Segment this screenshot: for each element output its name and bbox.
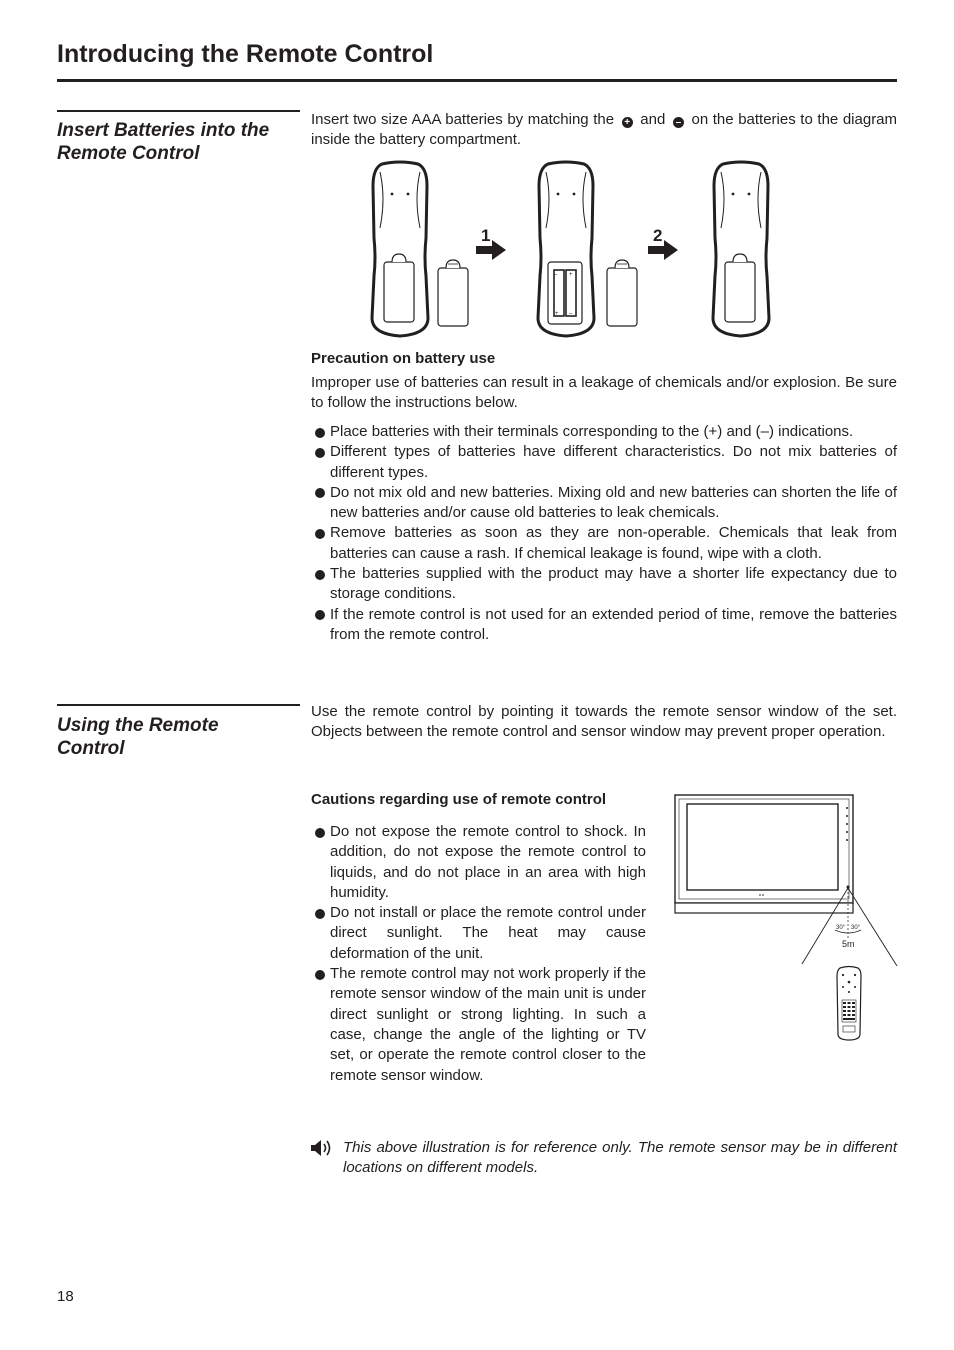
remote-back-step0 (372, 162, 428, 336)
list-item: Different types of batteries have different characteristics. Do not mix batteries of different types. (311, 442, 897, 483)
battery-intro-end: on the batteries to the diagram inside the battery compartment. (311, 111, 898, 149)
list-item: Place batteries with their terminals corresponding to the (+) and (–) indications. (311, 422, 897, 442)
list-item: Do not install or place the remote control under direct sunlight. The heat may cause deformation of the unit. (311, 903, 646, 964)
precaution-title: Precaution on battery use (311, 350, 496, 367)
page-title: Introducing the Remote Control (57, 40, 434, 68)
step-label-2: 2 (653, 226, 663, 245)
svg-text:+: + (555, 311, 559, 317)
list-item: Do not expose the remote control to shock. In addition, do not expose the remote control to liquids, and do not place in an area with high humidity. (311, 822, 646, 903)
svg-text:+: + (569, 272, 573, 278)
battery-insertion-illustration (360, 158, 780, 340)
plus-icon: + (622, 117, 633, 128)
precaution-intro: Improper use of batteries can result in a leakage of chemicals and/or explosion. Be sure to follow the instructions below. (311, 374, 897, 412)
section-heading-insert-batteries: Insert Batteries into the Remote Control (57, 120, 270, 164)
using-intro: Use the remote control by pointing it towards the remote sensor window of the set. Objects between the remote control and sensor window may prevent proper operation. (311, 703, 897, 741)
page-number: 18 (57, 1288, 74, 1305)
section-divider-batteries (57, 110, 300, 112)
battery-precautions-list (311, 422, 897, 645)
reference-note: This above illustration is for reference only. The remote sensor may be in different locations on different models. (343, 1139, 897, 1177)
distance-label: 5m (842, 939, 855, 949)
step-label-1: 1 (481, 226, 491, 245)
remote-front (837, 967, 861, 1041)
battery-intro (311, 110, 897, 151)
battery-intro-and: and (640, 111, 666, 128)
remote-back-step1 (538, 162, 594, 336)
tv-set (675, 795, 853, 913)
remote-back-step2 (713, 162, 769, 336)
tv-remote-range-illustration (670, 790, 904, 1046)
svg-text:–: – (554, 272, 558, 278)
remote-cautions-list (311, 822, 646, 1086)
list-item: Remove batteries as soon as they are non-operable. Chemicals that leak from batteries can cause a rash. If chemical leakage is found, wipe with a cloth. (311, 523, 897, 564)
section-heading-using-remote: Using the Remote Control (57, 715, 219, 759)
list-item: The batteries supplied with the product may have a shorter life expectancy due to storage conditions. (311, 564, 897, 605)
list-item: If the remote control is not used for an extended period of time, remove the batteries from the remote control. (311, 605, 897, 646)
angle-right-label: 30° (851, 925, 861, 931)
cautions-title: Cautions regarding use of remote control (311, 791, 607, 808)
angle-left-label: 30° (836, 925, 846, 931)
battery-intro-start: Insert two size AAA batteries by matching the (311, 111, 615, 128)
title-divider (57, 79, 897, 82)
battery-cover (438, 260, 468, 326)
battery-cover-step2 (607, 260, 637, 326)
speaker-icon (310, 1138, 334, 1158)
section-divider-using (57, 704, 300, 706)
svg-text:–: – (569, 311, 573, 317)
list-item: The remote control may not work properly if the remote sensor window of the main unit is under direct sunlight or strong lighting. In such a case, change the angle of the lighting or TV set, or operate the remote control closer to the remote sensor window. (311, 964, 646, 1086)
minus-icon: – (673, 117, 684, 128)
list-item: Do not mix old and new batteries. Mixing old and new batteries can shorten the life of new batteries and/or cause old batteries to leak chemicals. (311, 483, 897, 524)
